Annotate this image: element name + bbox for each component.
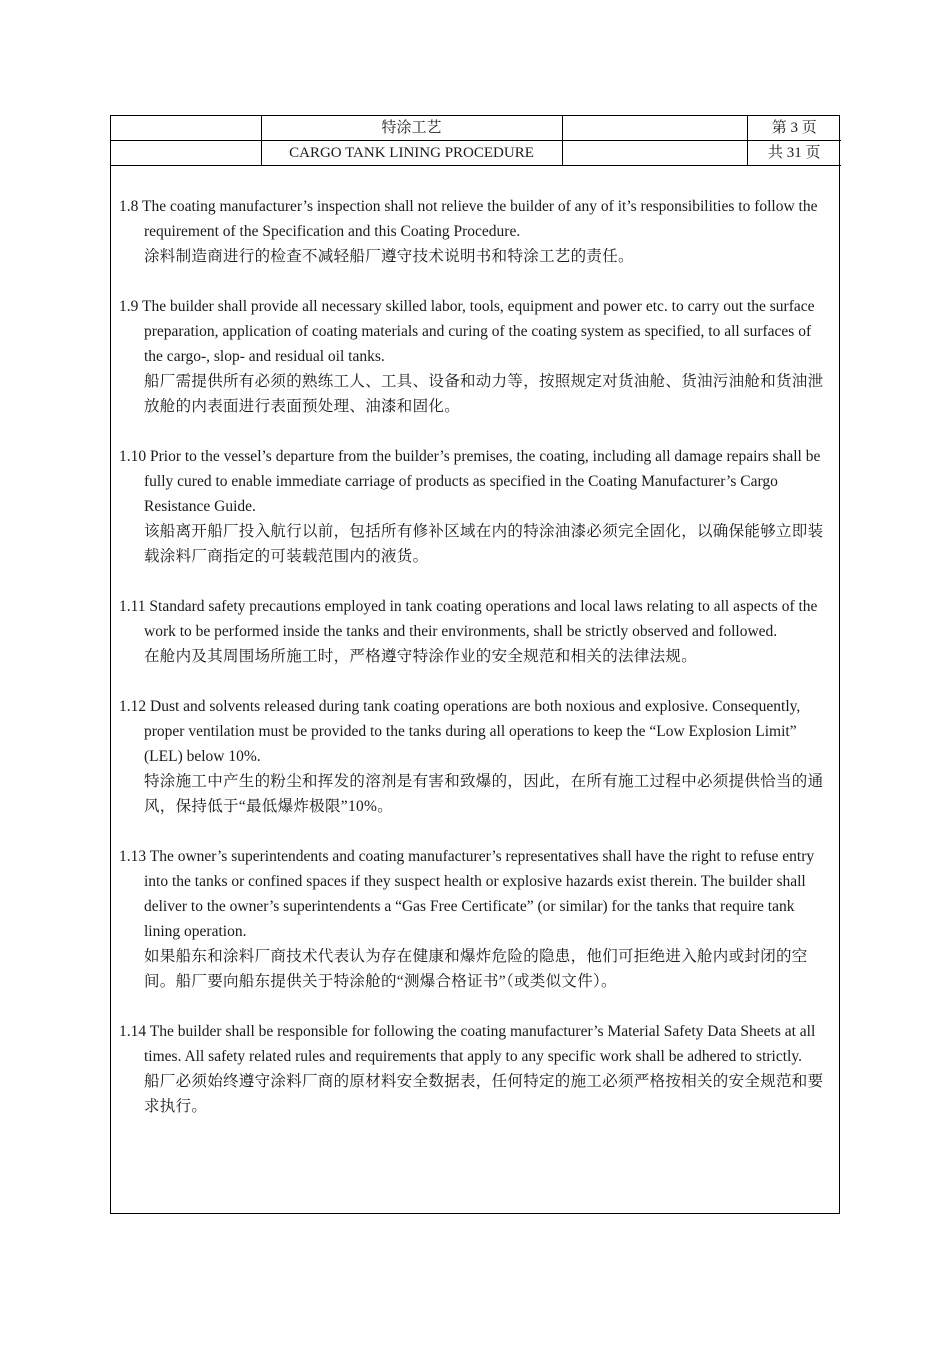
document-body bbox=[119, 194, 833, 1144]
document-page bbox=[110, 115, 840, 1214]
section-text-cn: 船厂需提供所有必须的熟练工人、工具、设备和动力等，按照规定对货油舱、货油污油舱和货油泄放舱的内表面进行表面预处理、油漆和固化。 bbox=[144, 373, 824, 415]
section-text-en: 1.11 Standard safety precautions employed in tank coating operations and local laws relating to all aspects of the work to be performed inside the tanks and their environments, shall be strictly observed and followed. bbox=[119, 598, 818, 640]
section-text-en: 1.13 The owner’s superintendents and coating manufacturer’s representatives shall have the right to refuse entry into the tanks or confined spaces if they suspect health or explosive hazards exist therein. The builder shall deliver to the owner’s superintendents a “Gas Free Certificate” (or similar) for the tanks that require tank lining operation. bbox=[119, 848, 815, 940]
section-1-12 bbox=[119, 694, 833, 819]
section-text-cn: 如果船东和涂料厂商技术代表认为存在健康和爆炸危险的隐患，他们可拒绝进入舱内或封闭的空间。船厂要向船东提供关于特涂舱的“测爆合格证书”（或类似文件）。 bbox=[144, 948, 808, 990]
header-title-cn: 特涂工艺 bbox=[261, 116, 562, 141]
section-1-10 bbox=[119, 444, 833, 569]
section-1-11 bbox=[119, 594, 833, 669]
section-text-en: 1.10 Prior to the vessel’s departure from the builder’s premises, the coating, including all damage repairs shall be fully cured to enable immediate carriage of products as specified in the Coating Manufacturer’s Cargo Resistance Guide. bbox=[119, 448, 821, 515]
section-1-14 bbox=[119, 1019, 833, 1119]
section-text-en: 1.12 Dust and solvents released during tank coating operations are both noxious and explosive. Consequently, proper ventilation must be provided to the tanks during all operations to keep the “Low Explosion Limit” (LEL) below 10%. bbox=[119, 698, 801, 765]
header-blank-cell bbox=[562, 116, 747, 141]
section-1-9 bbox=[119, 294, 833, 419]
section-text-cn: 该船离开船厂投入航行以前，包括所有修补区域在内的特涂油漆必须完全固化，以确保能够立即装载涂料厂商指定的可装载范围内的液货。 bbox=[144, 523, 824, 565]
section-text-en: 1.8 The coating manufacturer’s inspection shall not relieve the builder of any of it’s responsibilities to follow the requirement of the Specification and this Coating Procedure. bbox=[119, 198, 818, 240]
section-text-cn: 特涂施工中产生的粉尘和挥发的溶剂是有害和致爆的，因此，在所有施工过程中必须提供恰当的通风，保持低于“最低爆炸极限”10%。 bbox=[144, 773, 824, 815]
page-total: 共 31 页 bbox=[747, 141, 841, 166]
header-blank-cell bbox=[111, 116, 261, 141]
header-blank-cell bbox=[562, 141, 747, 166]
page-number: 第 3 页 bbox=[747, 116, 841, 141]
section-text-cn: 船厂必须始终遵守涂料厂商的原材料安全数据表，任何特定的施工必须严格按相关的安全规范和要求执行。 bbox=[144, 1073, 824, 1115]
header-blank-cell bbox=[111, 141, 261, 166]
header-table bbox=[111, 116, 841, 166]
section-text-en: 1.14 The builder shall be responsible for following the coating manufacturer’s Material Safety Data Sheets at all times. All safety related rules and requirements that apply to any specific work shall be adhered to strictly. bbox=[119, 1023, 816, 1065]
section-text-cn: 涂料制造商进行的检查不减轻船厂遵守技术说明书和特涂工艺的责任。 bbox=[144, 248, 634, 265]
section-text-cn: 在舱内及其周围场所施工时，严格遵守特涂作业的安全规范和相关的法律法规。 bbox=[144, 648, 698, 665]
section-text-en: 1.9 The builder shall provide all necessary skilled labor, tools, equipment and power etc. to carry out the surface preparation, application of coating materials and curing of the coating system as specified, to all surfaces of the cargo-, slop- and residual oil tanks. bbox=[119, 298, 815, 365]
section-1-8 bbox=[119, 194, 833, 269]
header-title-en: CARGO TANK LINING PROCEDURE bbox=[261, 141, 562, 166]
section-1-13 bbox=[119, 844, 833, 994]
